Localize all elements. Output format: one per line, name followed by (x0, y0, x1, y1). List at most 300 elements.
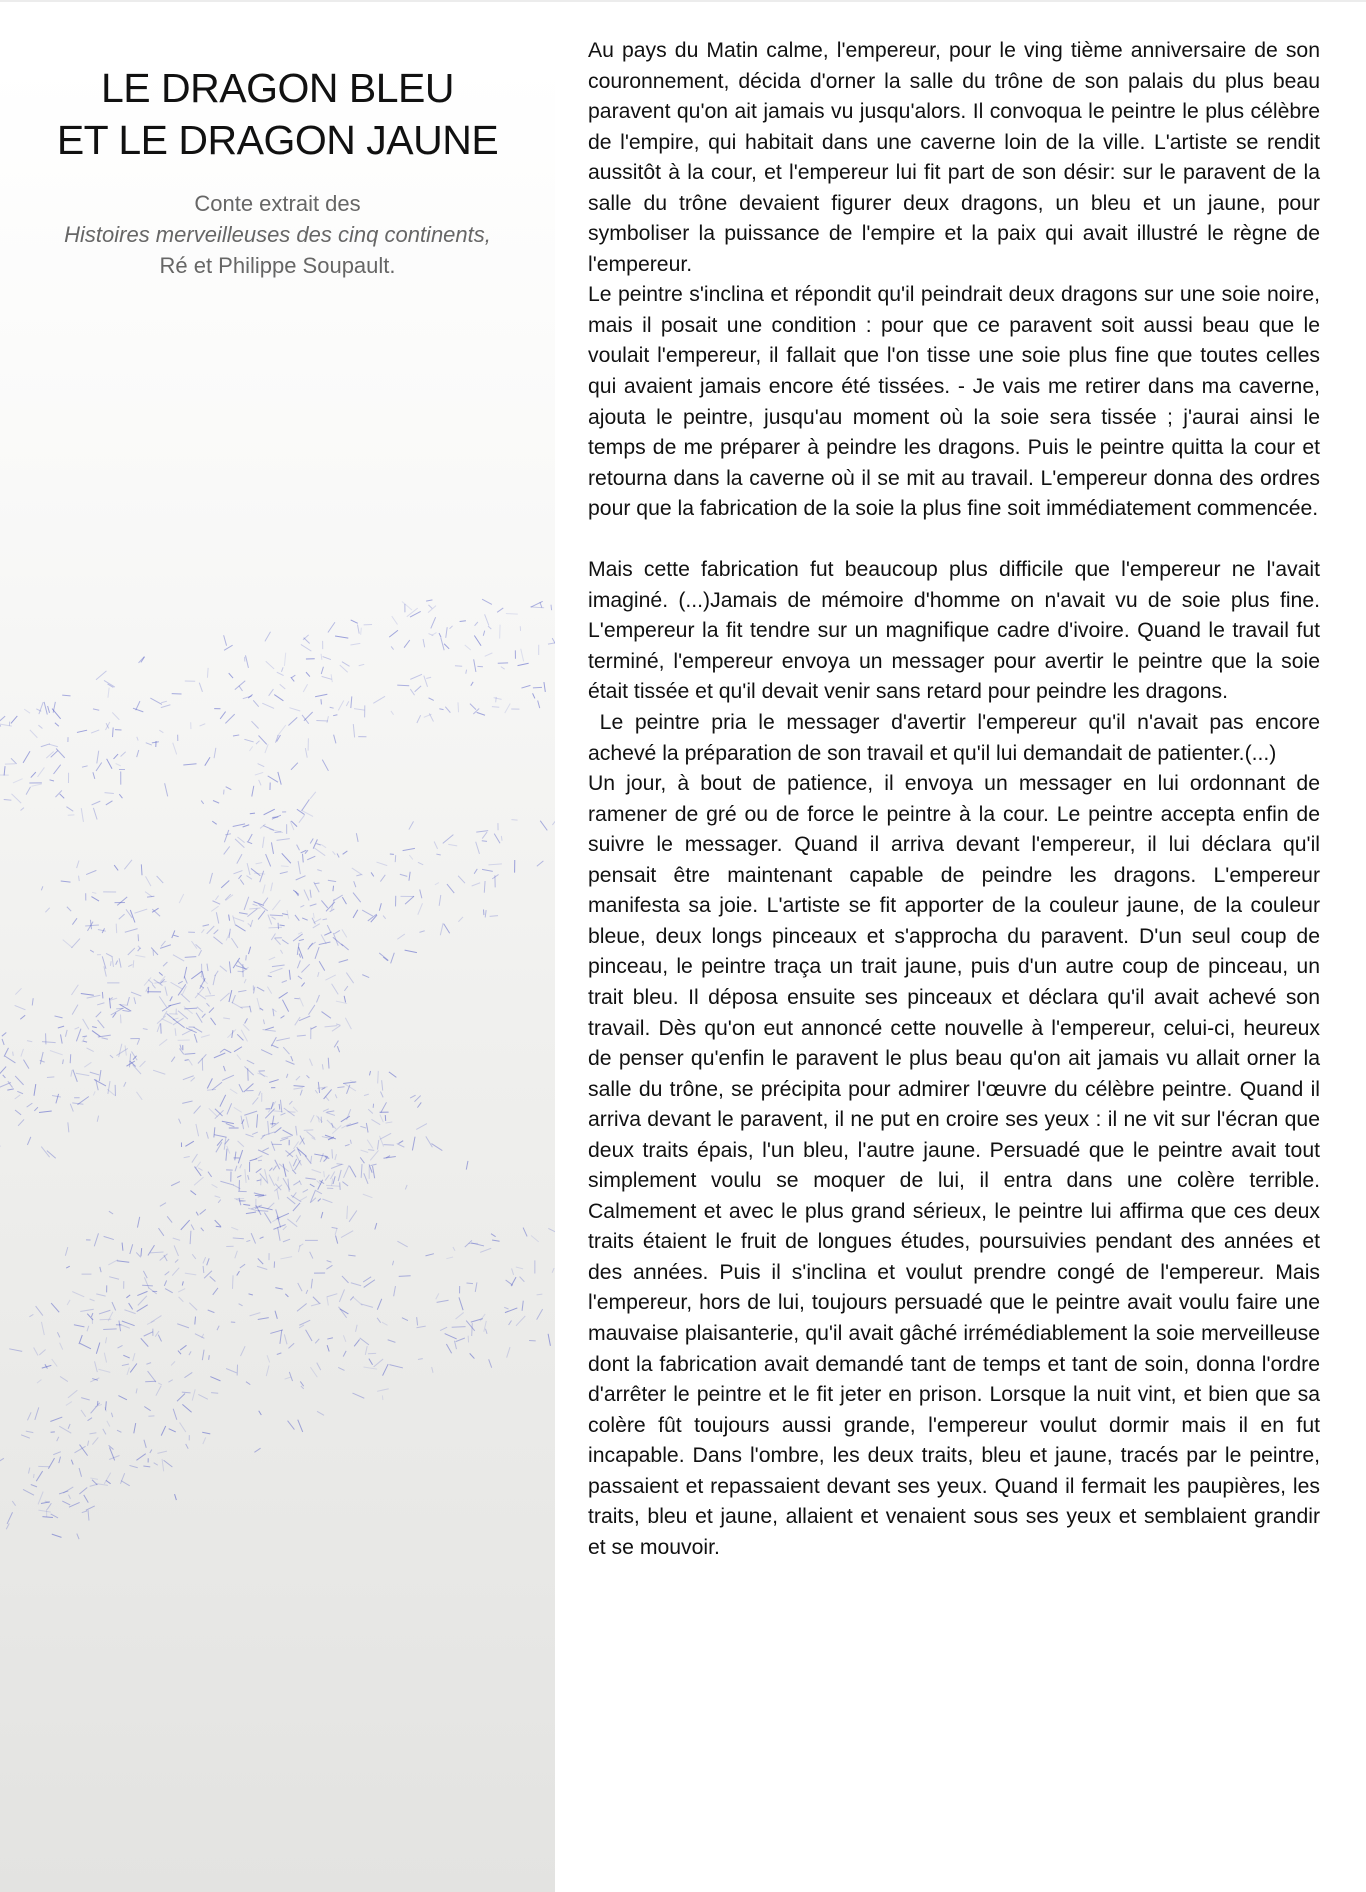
sketch-stroke (38, 1492, 43, 1505)
sketch-stroke (247, 842, 252, 844)
sketch-stroke (323, 657, 331, 660)
sketch-stroke (9, 1349, 22, 1352)
sketch-stroke (191, 1077, 195, 1081)
sketch-stroke (263, 837, 265, 848)
sketch-stroke (235, 925, 245, 931)
sketch-stroke (173, 1409, 177, 1420)
sketch-stroke (482, 841, 487, 842)
sketch-stroke (138, 1296, 147, 1306)
sketch-stroke (256, 741, 260, 744)
story-paragraph: Le peintre pria le messager d'avertir l'empereur qu'il n'avait pas encore achevé la préparation de son travail et qu'il lui demandait de patienter.(...) (588, 711, 1326, 765)
sketch-stroke (342, 662, 350, 667)
sketch-stroke (62, 695, 70, 696)
sketch-stroke (354, 881, 356, 887)
sketch-stroke (92, 801, 101, 805)
sketch-stroke (213, 975, 215, 985)
sketch-stroke (310, 1184, 315, 1187)
sketch-stroke (130, 1363, 137, 1372)
sketch-stroke (39, 1111, 52, 1113)
sketch-stroke (245, 655, 248, 667)
sketch-stroke (4, 766, 5, 775)
sketch-stroke (334, 930, 340, 933)
sketch-stroke (34, 1084, 36, 1096)
sketch-stroke (289, 1372, 292, 1381)
sketch-stroke (444, 644, 449, 649)
sketch-stroke (377, 1299, 381, 1310)
sketch-stroke (450, 626, 453, 629)
sketch-stroke (235, 1166, 237, 1171)
sketch-stroke (266, 1365, 269, 1376)
sketch-stroke (269, 957, 275, 960)
sketch-stroke (363, 1367, 376, 1369)
sketch-stroke (66, 807, 73, 812)
top-border (0, 0, 1366, 2)
sketch-stroke (167, 1014, 175, 1020)
sketch-stroke (347, 1206, 348, 1219)
sketch-stroke (211, 1018, 216, 1025)
sketch-stroke (246, 1240, 250, 1241)
sketch-stroke (207, 1003, 210, 1006)
sketch-stroke (61, 881, 71, 882)
sketch-stroke (392, 1261, 393, 1265)
sketch-stroke (446, 1344, 451, 1353)
sketch-stroke (280, 684, 286, 689)
sketch-stroke (280, 1138, 288, 1141)
sketch-stroke (151, 1316, 162, 1323)
sketch-stroke (172, 930, 175, 938)
sketch-stroke (429, 698, 434, 701)
sketch-stroke (237, 1055, 241, 1060)
sketch-stroke (289, 708, 300, 711)
sketch-stroke (350, 1140, 351, 1144)
sketch-stroke (470, 704, 476, 710)
sketch-stroke (137, 1305, 148, 1312)
sketch-stroke (315, 694, 327, 697)
sketch-stroke (104, 680, 115, 687)
sketch-stroke (146, 876, 151, 886)
sketch-stroke (99, 1310, 110, 1314)
sketch-stroke (36, 1471, 42, 1481)
sketch-stroke (505, 704, 510, 714)
sketch-stroke (154, 1463, 158, 1466)
sketch-stroke (278, 1177, 279, 1181)
sketch-stroke (260, 871, 264, 882)
sketch-stroke (293, 890, 299, 894)
sketch-stroke (453, 1247, 455, 1251)
sketch-stroke (279, 925, 284, 926)
sketch-stroke (247, 909, 257, 917)
sketch-stroke (175, 1494, 177, 1500)
sketch-stroke (52, 1534, 62, 1537)
sketch-stroke (327, 1338, 333, 1339)
sketch-stroke (298, 932, 302, 934)
sketch-stroke (181, 994, 190, 1002)
sketch-stroke (391, 711, 394, 715)
sketch-stroke (190, 1231, 191, 1244)
sketch-stroke (275, 1160, 280, 1170)
sketch-stroke (136, 1388, 137, 1393)
sketch-stroke (207, 964, 208, 971)
sketch-stroke (280, 1257, 292, 1259)
sketch-stroke (475, 1282, 477, 1292)
sketch-stroke (285, 1294, 288, 1297)
sketch-stroke (379, 953, 388, 961)
sketch-stroke (431, 1144, 442, 1151)
sketch-stroke (337, 1164, 344, 1165)
sketch-stroke (227, 1103, 232, 1114)
sketch-stroke (15, 1095, 21, 1099)
sketch-stroke (548, 642, 555, 644)
sketch-stroke (93, 1091, 95, 1095)
sketch-stroke (272, 900, 280, 910)
sketch-stroke (257, 1266, 267, 1269)
sketch-stroke (65, 1030, 67, 1037)
sketch-stroke (359, 664, 365, 665)
sketch-stroke (320, 1153, 323, 1162)
sketch-stroke (12, 1501, 15, 1506)
sketch-stroke (308, 1005, 314, 1015)
sketch-stroke (240, 1164, 242, 1168)
sketch-stroke (314, 919, 321, 923)
sketch-stroke (300, 905, 304, 907)
sketch-stroke (215, 971, 218, 976)
sketch-stroke (327, 1261, 332, 1263)
sketch-stroke (339, 960, 348, 963)
sketch-stroke (229, 990, 232, 1002)
sketch-stroke (253, 700, 258, 706)
sketch-stroke (494, 698, 502, 700)
sketch-stroke (361, 1150, 369, 1152)
sketch-stroke (380, 1092, 383, 1098)
sketch-stroke (458, 702, 459, 712)
sketch-stroke (379, 903, 381, 911)
sketch-stroke (209, 1008, 214, 1013)
sketch-stroke (192, 1389, 195, 1400)
sketch-stroke (50, 1050, 63, 1054)
sketch-stroke (346, 973, 353, 984)
sketch-stroke (506, 1280, 513, 1285)
sketch-stroke (189, 1351, 191, 1355)
sketch-stroke (509, 1320, 512, 1325)
sketch-stroke (315, 947, 319, 959)
sketch-stroke (485, 614, 489, 625)
sketch-stroke (108, 688, 109, 698)
sketch-stroke (45, 908, 49, 912)
sketch-stroke (377, 1140, 378, 1150)
sketch-stroke (321, 667, 323, 674)
sketch-stroke (47, 1077, 54, 1078)
sketch-stroke (310, 839, 313, 844)
sketch-stroke (472, 1323, 473, 1336)
sketch-stroke (256, 863, 263, 864)
sketch-stroke (283, 1130, 293, 1136)
sketch-stroke (356, 833, 358, 842)
sketch-stroke (360, 1126, 366, 1128)
sketch-stroke (311, 1279, 312, 1289)
sketch-stroke (306, 1330, 312, 1341)
sketch-stroke (40, 1052, 43, 1064)
sketch-stroke (439, 709, 443, 710)
sketch-stroke (198, 1394, 208, 1399)
sketch-stroke (109, 1211, 113, 1214)
sketch-stroke (350, 1296, 353, 1300)
sketch-stroke (68, 1424, 70, 1429)
sketch-stroke (232, 1002, 243, 1008)
sketch-stroke (340, 1182, 341, 1190)
sketch-stroke (321, 654, 322, 660)
sketch-stroke (59, 1457, 61, 1463)
sketch-stroke (403, 848, 415, 850)
sketch-stroke (179, 1119, 181, 1124)
sketch-stroke (67, 1300, 70, 1305)
sketch-stroke (217, 1326, 219, 1331)
sketch-stroke (248, 694, 252, 698)
sketch-stroke (288, 1343, 294, 1348)
sketch-stroke (334, 735, 336, 744)
sketch-stroke (282, 940, 288, 944)
sketch-stroke (84, 1495, 89, 1503)
sketch-stroke (382, 1395, 383, 1400)
sketch-stroke (277, 672, 284, 675)
sketch-stroke (66, 1266, 70, 1268)
sketch-stroke (50, 780, 54, 781)
sketch-stroke (485, 1329, 487, 1334)
sketch-stroke (287, 1197, 295, 1204)
sketch-stroke (103, 1429, 106, 1435)
sketch-stroke (371, 1164, 377, 1165)
sketch-stroke (362, 910, 373, 916)
sketch-stroke (293, 1088, 302, 1090)
sketch-stroke (74, 1325, 85, 1327)
sketch-stroke (446, 1257, 453, 1259)
sketch-stroke (325, 975, 335, 980)
sketch-stroke (230, 1089, 237, 1094)
sketch-stroke (134, 1423, 136, 1433)
sketch-stroke (83, 1041, 87, 1042)
sketch-stroke (168, 1003, 180, 1006)
sketch-stroke (117, 1261, 129, 1263)
sketch-stroke (353, 1297, 362, 1305)
sketch-stroke (239, 1084, 243, 1092)
sketch-stroke (162, 1005, 171, 1011)
sketch-stroke (0, 716, 5, 724)
sketch-stroke (15, 1110, 21, 1115)
sketch-stroke (251, 868, 260, 875)
story-paragraph: Mais cette fabrication fut beaucoup plus difficile que l'empereur ne l'avait imaginé. (...)Jamais de mémoire d'homme on n'avait vu de soie plus fine. L'empereur la fit tendre sur un magnifique cadre d'ivoire. Quand le travail fut terminé, l'empereur envoya un messager pour avertir le peintre que la soie était tissée et qu'il devait venir sans retard pour peindre les dragons. (588, 558, 1320, 704)
sketch-stroke (276, 1038, 290, 1041)
sketch-stroke (348, 1255, 355, 1256)
sketch-stroke (280, 1113, 285, 1115)
sketch-stroke (184, 1006, 193, 1013)
sketch-stroke (182, 1281, 183, 1285)
sketch-stroke (243, 1204, 250, 1205)
sketch-stroke (269, 1080, 278, 1083)
sketch-stroke (296, 876, 306, 880)
sketch-stroke (262, 703, 274, 708)
sketch-stroke (552, 638, 555, 646)
sketch-stroke (2, 1039, 4, 1045)
sketch-stroke (239, 1304, 243, 1306)
sketch-stroke (180, 1422, 186, 1432)
sketch-stroke (119, 914, 125, 919)
sketch-stroke (301, 964, 309, 972)
sketch-stroke (303, 635, 309, 640)
sketch-stroke (238, 1141, 244, 1147)
sketch-stroke (266, 661, 274, 669)
sketch-stroke (297, 845, 300, 851)
sketch-stroke (268, 776, 278, 782)
sketch-stroke (273, 1166, 276, 1171)
sketch-stroke (331, 1164, 342, 1168)
sketch-stroke (333, 886, 334, 891)
sketch-stroke (136, 1252, 141, 1257)
sketch-stroke (520, 1277, 525, 1282)
sketch-stroke (299, 1016, 310, 1021)
sketch-stroke (119, 1044, 122, 1057)
sketch-stroke (352, 1393, 364, 1398)
sketch-stroke (239, 875, 242, 879)
sketch-stroke (258, 1258, 263, 1264)
sketch-stroke (137, 737, 138, 741)
sketch-stroke (297, 1035, 306, 1036)
sketch-stroke (210, 1276, 216, 1281)
sketch-stroke (287, 1219, 297, 1227)
sketch-stroke (106, 1480, 111, 1483)
sketch-stroke (101, 1038, 107, 1039)
sketch-stroke (32, 998, 33, 1005)
sketch-stroke (445, 1334, 457, 1339)
source-authors: Ré et Philippe Soupault. (159, 253, 396, 278)
sketch-stroke (11, 794, 21, 803)
sketch-stroke (272, 817, 278, 818)
sketch-stroke (314, 883, 319, 884)
sketch-stroke (301, 983, 304, 987)
sketch-stroke (537, 1294, 543, 1295)
sketch-stroke (443, 835, 454, 844)
sketch-stroke (371, 1119, 380, 1124)
sketch-stroke (243, 1024, 249, 1030)
sketch-stroke (82, 1511, 87, 1513)
sketch-stroke (263, 898, 268, 905)
sketch-stroke (259, 736, 267, 745)
sketch-stroke (296, 1076, 300, 1080)
sketch-stroke (79, 876, 80, 881)
sketch-stroke (56, 748, 65, 757)
sketch-stroke (191, 971, 202, 979)
sketch-stroke (378, 1071, 379, 1084)
sketch-stroke (346, 701, 348, 706)
sketch-stroke (36, 1306, 43, 1315)
sketch-stroke (310, 1367, 317, 1377)
sketch-stroke (129, 1303, 133, 1309)
sketch-stroke (289, 1162, 293, 1171)
sketch-stroke (98, 1020, 105, 1028)
sketch-stroke (363, 1194, 373, 1198)
sketch-stroke (229, 961, 230, 973)
sketch-stroke (65, 1247, 67, 1256)
sketch-stroke (44, 702, 47, 715)
sketch-stroke (80, 1445, 88, 1456)
sketch-stroke (277, 1189, 279, 1199)
sketch-stroke (507, 1347, 510, 1358)
sketch-stroke (281, 667, 283, 672)
sketch-stroke (291, 1195, 301, 1202)
sketch-stroke (410, 674, 422, 679)
sketch-stroke (425, 1254, 433, 1256)
sketch-stroke (271, 842, 273, 853)
sketch-stroke (177, 1393, 185, 1401)
sketch-stroke (330, 707, 334, 708)
sketch-stroke (215, 1110, 224, 1118)
sketch-stroke (256, 1169, 262, 1173)
sketch-stroke (285, 1151, 293, 1157)
sketch-stroke (455, 666, 462, 667)
sketch-stroke (362, 975, 369, 978)
sketch-stroke (177, 1324, 189, 1328)
sketch-stroke (211, 906, 218, 911)
sketch-stroke (333, 851, 336, 854)
sketch-stroke (303, 1189, 308, 1192)
sketch-stroke (194, 1106, 201, 1114)
sketch-stroke (11, 758, 17, 764)
sketch-stroke (249, 1294, 253, 1295)
sketch-stroke (51, 751, 58, 758)
sketch-stroke (69, 1502, 80, 1507)
sketch-stroke (127, 1368, 129, 1375)
sketch-stroke (271, 1045, 278, 1048)
sketch-stroke (120, 1015, 121, 1024)
sketch-stroke (268, 915, 272, 925)
sketch-stroke (257, 1114, 258, 1127)
sketch-stroke (96, 1484, 108, 1486)
sketch-stroke (247, 863, 250, 875)
sketch-stroke (0, 724, 12, 726)
sketch-stroke (96, 1012, 101, 1017)
sketch-stroke (237, 854, 242, 863)
sketch-stroke (141, 1248, 142, 1256)
sketch-stroke (70, 1054, 71, 1063)
sketch-stroke (278, 1227, 281, 1241)
sketch-stroke (322, 760, 328, 771)
sketch-stroke (246, 876, 251, 880)
sketch-stroke (94, 1233, 98, 1246)
sketch-stroke (282, 1000, 288, 1012)
sketch-stroke (314, 848, 325, 856)
sketch-stroke (377, 1389, 389, 1392)
sketch-stroke (34, 1348, 38, 1356)
sketch-stroke (289, 970, 290, 980)
story-paragraph: Le peintre s'inclina et répondit qu'il peindrait deux dragons sur une soie noire, mais il posait une condition : pour que ce paravent soit aussi beau que le voulait l'empereur, il fallait que l'on tisse une soie plus fine que toutes celles qui avaient jamais encore été tissées. - Je vais me retirer dans ma caverne, ajouta le peintre, jusqu'au moment où la soie sera tissée ; j'aurai ainsi le temps de me préparer à peindre les dragons. Puis le peintre quitta la cour et retourna dans la caverne où il se mit au travail. L'empereur donna des ordres pour que la fabrication de la soie la plus fine soit immédiatement commencée. (588, 283, 1320, 521)
sketch-stroke (137, 1291, 147, 1295)
sketch-stroke (281, 1016, 285, 1019)
sketch-stroke (59, 1426, 71, 1433)
sketch-stroke (201, 1035, 210, 1037)
sketch-stroke (324, 1089, 332, 1099)
sketch-stroke (265, 744, 268, 753)
sketch-stroke (302, 854, 303, 863)
sketch-stroke (373, 1166, 375, 1178)
sketch-stroke (270, 915, 283, 916)
sketch-stroke (353, 893, 361, 903)
sketch-stroke (178, 981, 182, 983)
sketch-stroke (516, 1316, 525, 1326)
sketch-stroke (246, 1116, 249, 1127)
sketch-stroke (244, 897, 249, 910)
sketch-stroke (300, 1381, 303, 1386)
sketch-stroke (275, 1288, 282, 1289)
sketch-stroke (338, 700, 343, 710)
sketch-stroke (417, 1102, 421, 1107)
